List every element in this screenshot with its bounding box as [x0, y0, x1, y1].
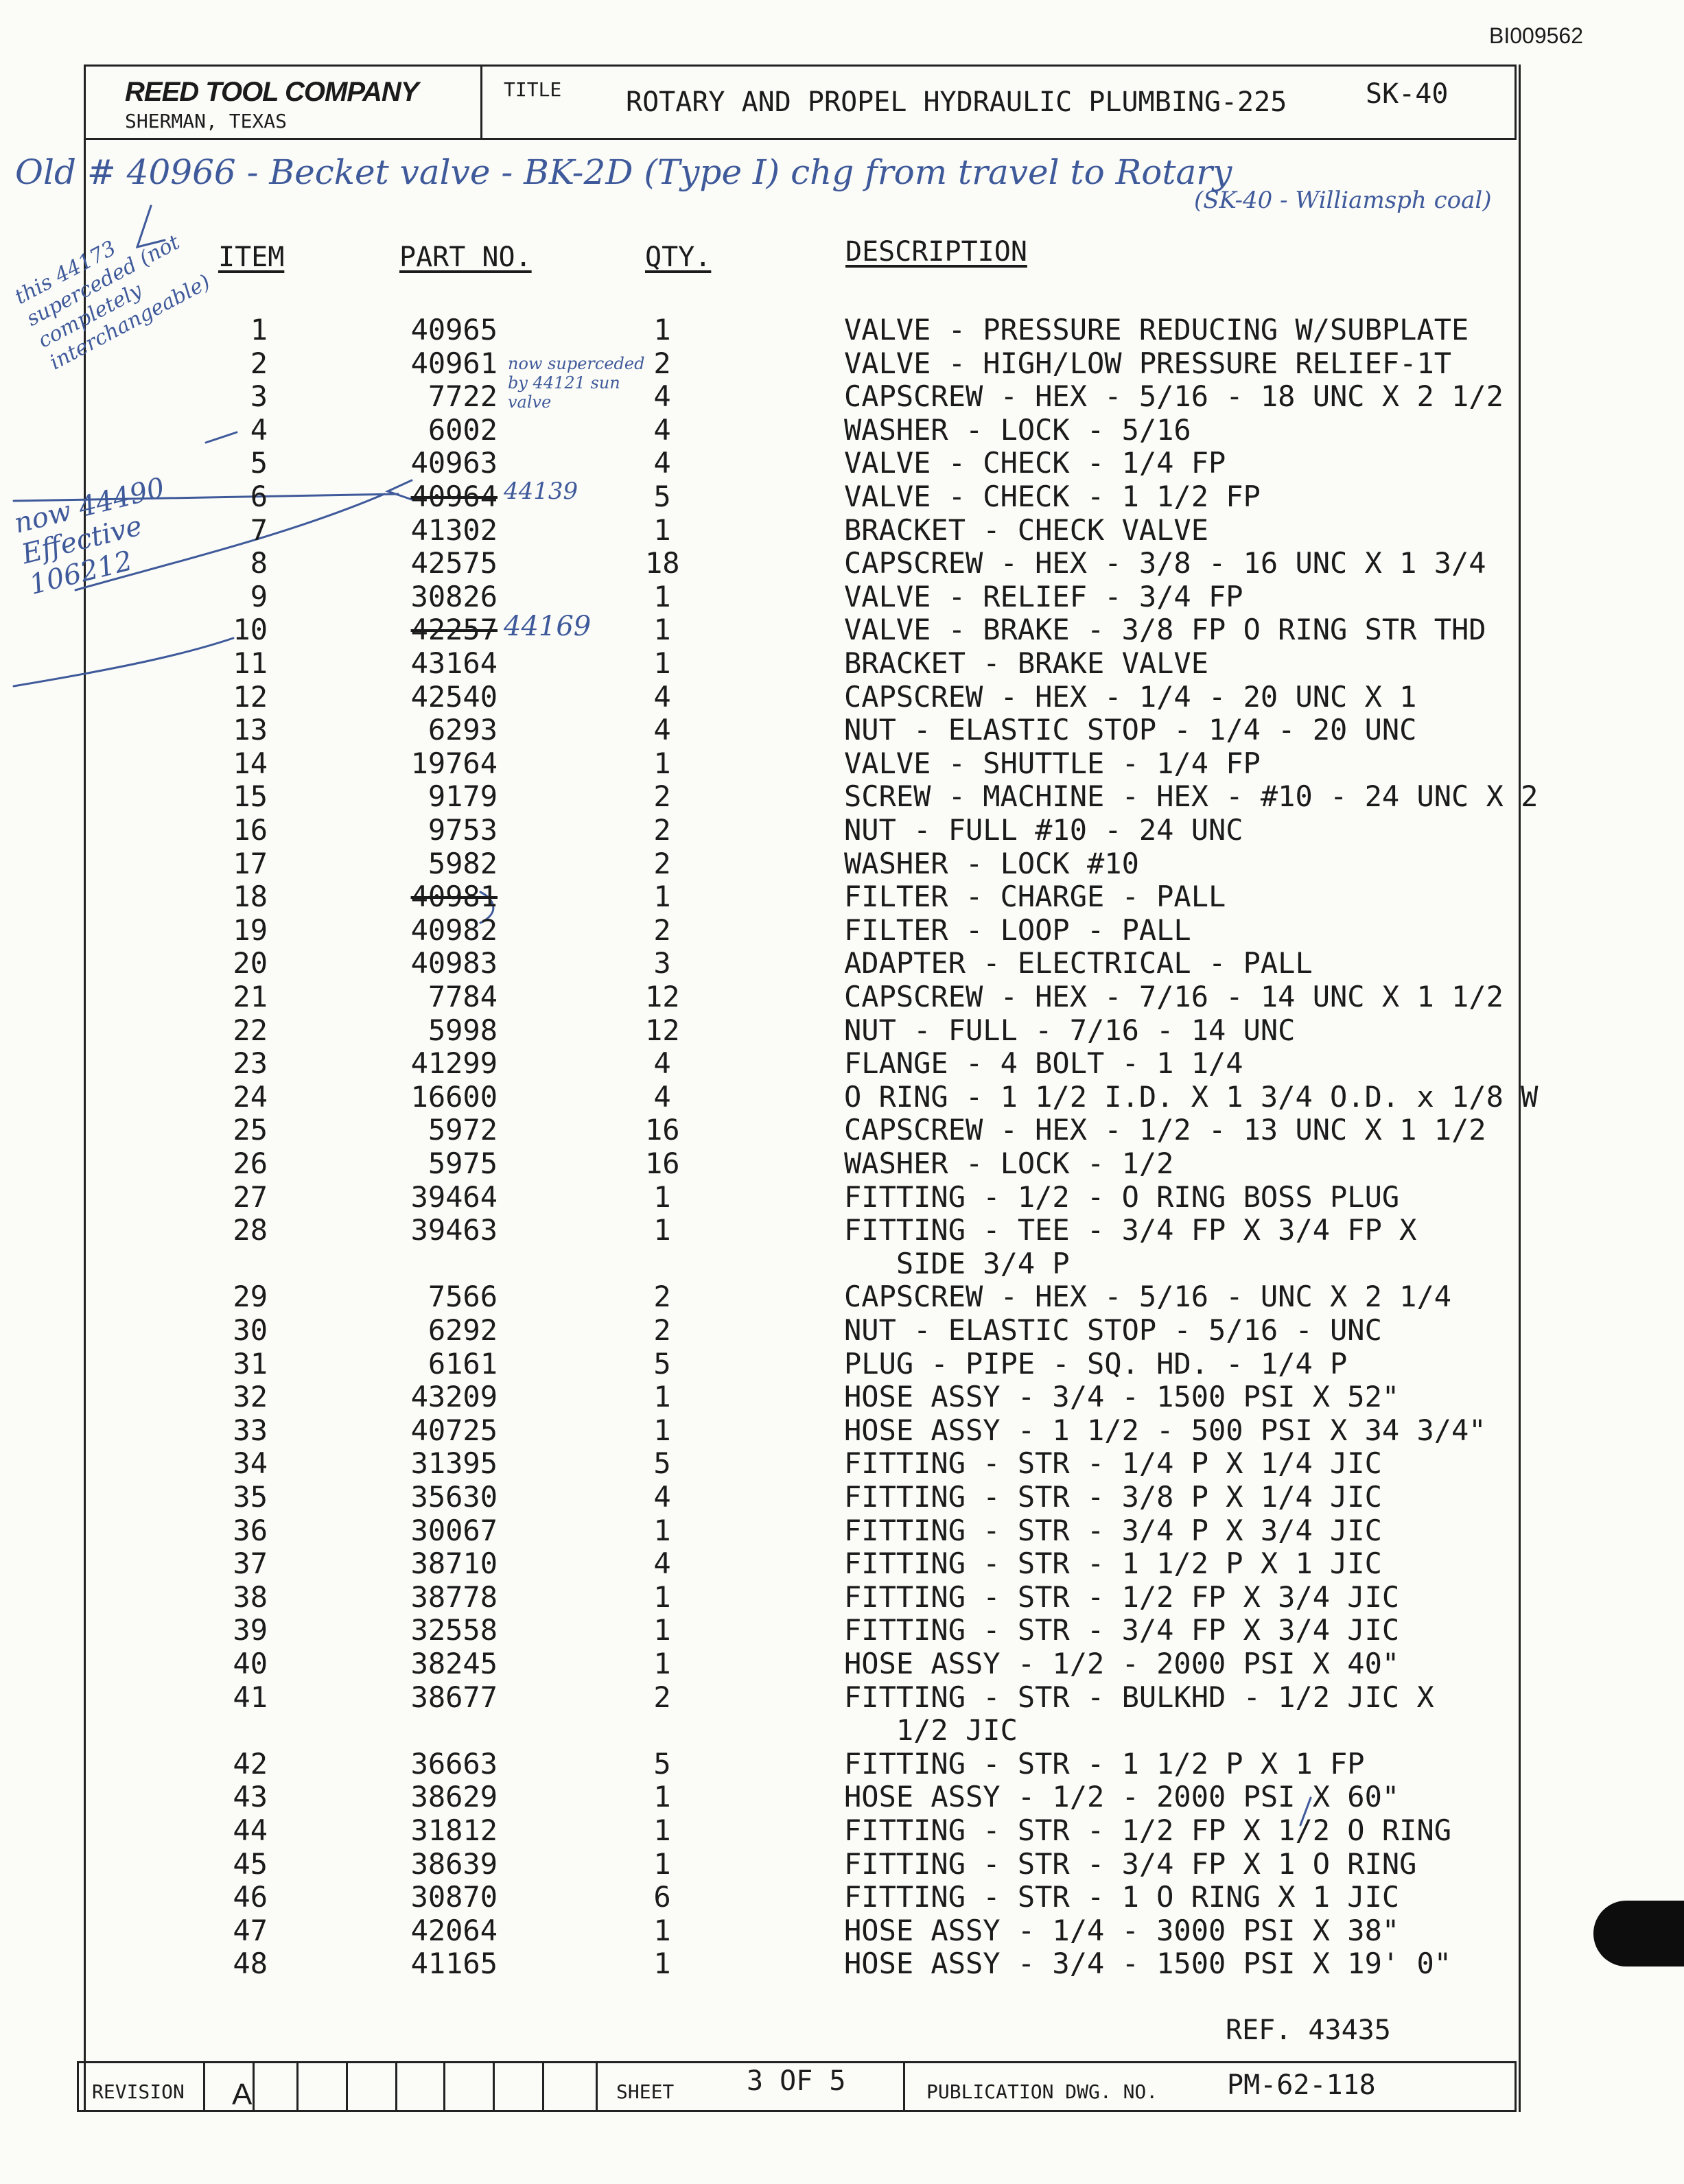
table-row	[0, 347, 1684, 379]
item-number: 19	[233, 913, 268, 947]
company-name: REED TOOL COMPANY	[125, 77, 419, 107]
column-header-part-no: PART NO.	[399, 242, 532, 273]
table-row	[0, 546, 1684, 579]
part-number: 41299	[410, 1046, 498, 1081]
description: BRACKET - BRAKE VALVE	[844, 646, 1209, 680]
table-row	[0, 413, 1684, 446]
quantity: 2	[653, 1680, 671, 1714]
item-number: 10	[233, 613, 268, 647]
quantity: 4	[653, 1480, 671, 1514]
item-number: 26	[233, 1147, 268, 1180]
quantity: 2	[653, 813, 671, 847]
table-row	[0, 1046, 1684, 1079]
item-number: 9	[250, 579, 268, 613]
item-number: 31	[233, 1346, 268, 1381]
item-number: 48	[233, 1947, 268, 1981]
quantity: 12	[645, 1013, 680, 1047]
quantity: 2	[653, 846, 671, 880]
quantity: 1	[653, 1380, 671, 1414]
description: FITTING - STR - 1/4 P X 1/4 JIC	[844, 1446, 1382, 1481]
item-number: 4	[250, 412, 268, 447]
item-number: 5	[250, 446, 268, 480]
publication-cell-divider	[903, 2061, 905, 2112]
description: O RING - 1 1/2 I.D. X 1 3/4 O.D. x 1/8 W	[844, 1079, 1539, 1114]
revision-label: REVISION	[92, 2080, 185, 2103]
handwritten-note-item2: now superceded by 44121 sun valve	[508, 354, 645, 412]
quantity: 1	[653, 313, 671, 347]
handwritten-arrow-1	[137, 206, 165, 247]
description: FITTING - STR - 3/4 FP X 1 O RING	[844, 1846, 1417, 1881]
quantity: 1	[653, 1179, 671, 1214]
item-number: 18	[233, 880, 268, 914]
item-number: 33	[233, 1413, 268, 1447]
quantity: 1	[653, 613, 671, 647]
description: CAPSCREW - HEX - 3/8 - 16 UNC X 1 3/4	[844, 546, 1486, 580]
description: SIDE 3/4 P	[844, 1246, 1070, 1280]
quantity: 18	[645, 546, 680, 580]
item-number: 13	[233, 713, 268, 747]
item-number: 36	[233, 1513, 268, 1547]
item-number: 37	[233, 1547, 268, 1581]
part-number: 42064	[410, 1913, 498, 1947]
description: FITTING - STR - 3/4 P X 3/4 JIC	[844, 1513, 1382, 1547]
part-number: 40983	[410, 946, 498, 981]
part-number: 31395	[410, 1446, 498, 1481]
revision-cell-divider	[443, 2061, 445, 2112]
table-row	[0, 613, 1684, 646]
quantity: 2	[653, 1280, 671, 1314]
item-number: 14	[233, 746, 268, 780]
item-number: 1	[250, 313, 268, 347]
description: VALVE - RELIEF - 3/4 FP	[844, 579, 1243, 613]
revision-value: A	[232, 2078, 253, 2111]
part-number: 41302	[410, 513, 498, 547]
description: VALVE - BRAKE - 3/8 FP O RING STR THD	[844, 613, 1486, 647]
quantity: 1	[653, 880, 671, 914]
description: SCREW - MACHINE - HEX - #10 - 24 UNC X 2	[844, 779, 1539, 814]
table-row	[0, 713, 1684, 746]
description: HOSE ASSY - 3/4 - 1500 PSI X 52"	[844, 1380, 1400, 1414]
table-row	[0, 480, 1684, 513]
item-number: 46	[233, 1880, 268, 1914]
table-row	[0, 1947, 1684, 1980]
table-row	[0, 513, 1684, 546]
description: FITTING - STR - BULKHD - 1/2 JIC X	[844, 1680, 1434, 1714]
company-city: SHERMAN, TEXAS	[125, 110, 288, 132]
item-number: 27	[233, 1179, 268, 1214]
quantity: 5	[653, 480, 671, 513]
part-number: 40965	[410, 313, 498, 347]
quantity: 4	[653, 446, 671, 480]
part-number: 16600	[410, 1079, 498, 1114]
item-number: 35	[233, 1480, 268, 1514]
description: FITTING - STR - 1 1/2 P X 1 FP	[844, 1746, 1365, 1781]
table-row	[0, 1413, 1684, 1446]
revision-cell-divider	[346, 2061, 348, 2112]
part-number: 39464	[410, 1179, 498, 1214]
item-number: 2	[250, 346, 268, 380]
part-number: 5975	[428, 1147, 498, 1180]
part-number: 43164	[410, 646, 498, 680]
description: CAPSCREW - HEX - 7/16 - 14 UNC X 1 1/2	[844, 980, 1504, 1013]
table-row	[0, 779, 1684, 812]
drawing-number: SK-40	[1366, 78, 1449, 110]
part-number: 38629	[410, 1780, 498, 1814]
part-number: 6161	[428, 1346, 498, 1381]
description: VALVE - PRESSURE REDUCING W/SUBPLATE	[844, 313, 1469, 347]
part-number: 38639	[410, 1846, 498, 1881]
table-row	[0, 1747, 1684, 1780]
table-row	[0, 1180, 1684, 1213]
description: FITTING - STR - 3/8 P X 1/4 JIC	[844, 1480, 1382, 1514]
description: NUT - FULL #10 - 24 UNC	[844, 813, 1243, 847]
part-number: 35630	[410, 1480, 498, 1514]
handwritten-note-left-1: this 44173 superceded (not completely interchangeable)	[11, 230, 215, 375]
handwritten-note-top-2: (SK-40 - Williamsph coal)	[1194, 187, 1492, 214]
item-number: 29	[233, 1280, 268, 1314]
item-number: 6	[250, 480, 268, 513]
quantity: 2	[653, 346, 671, 380]
part-number: 7722	[428, 379, 498, 414]
item-number: 22	[233, 1013, 268, 1047]
description: 1/2 JIC	[844, 1713, 1018, 1748]
table-row	[0, 813, 1684, 846]
quantity: 1	[653, 646, 671, 680]
quantity: 1	[653, 746, 671, 780]
table-row	[0, 880, 1684, 913]
description: CAPSCREW - HEX - 5/16 - UNC X 2 1/4	[844, 1280, 1452, 1314]
table-row	[0, 379, 1684, 412]
table-row	[0, 1580, 1684, 1613]
quantity: 1	[653, 1813, 671, 1847]
part-number: 31812	[410, 1813, 498, 1847]
part-number: 6002	[428, 412, 498, 447]
item-number: 17	[233, 846, 268, 880]
part-number: 30870	[410, 1880, 498, 1914]
item-number: 43	[233, 1780, 268, 1814]
table-row	[0, 1080, 1684, 1113]
description: FITTING - STR - 1 O RING X 1 JIC	[844, 1880, 1400, 1914]
quantity: 1	[653, 1613, 671, 1647]
item-number: 47	[233, 1913, 268, 1947]
quantity: 1	[653, 1780, 671, 1814]
item-number: 32	[233, 1380, 268, 1414]
quantity: 4	[653, 713, 671, 747]
handwritten-note-left-2: now 44490 Effective 106212	[11, 471, 168, 601]
part-number: 32558	[410, 1613, 498, 1647]
description: VALVE - CHECK - 1/4 FP	[844, 446, 1226, 480]
table-row	[0, 1380, 1684, 1413]
description: HOSE ASSY - 1/2 - 2000 PSI X 40"	[844, 1647, 1400, 1680]
quantity: 1	[653, 1513, 671, 1547]
revision-cell-divider	[493, 2061, 495, 2112]
description: CAPSCREW - HEX - 1/4 - 20 UNC X 1	[844, 679, 1417, 714]
description: HOSE ASSY - 1/2 - 2000 PSI X 60"	[844, 1780, 1400, 1814]
table-row	[0, 646, 1684, 679]
table-row	[0, 913, 1684, 946]
part-number: 40981	[410, 880, 498, 914]
part-number: 40725	[410, 1413, 498, 1447]
item-number: 28	[233, 1213, 268, 1247]
description: BRACKET - CHECK VALVE	[844, 513, 1209, 547]
table-row	[0, 1514, 1684, 1547]
table-row	[0, 1613, 1684, 1646]
description: WASHER - LOCK - 5/16	[844, 412, 1191, 447]
document-id: BI009562	[1489, 23, 1584, 48]
quantity: 1	[653, 1647, 671, 1680]
description: FITTING - STR - 1/2 FP X 1/2 O RING	[844, 1813, 1452, 1847]
description: VALVE - SHUTTLE - 1/4 FP	[844, 746, 1261, 780]
table-row	[0, 980, 1684, 1013]
quantity: 2	[653, 779, 671, 814]
revision-cell-divider	[542, 2061, 544, 2112]
table-row	[0, 1780, 1684, 1813]
item-number: 21	[233, 980, 268, 1013]
quantity: 1	[653, 1413, 671, 1447]
item-number: 20	[233, 946, 268, 981]
part-number: 5998	[428, 1013, 498, 1047]
item-number: 15	[233, 779, 268, 814]
part-number: 40982	[410, 913, 498, 947]
table-row	[0, 680, 1684, 713]
description: VALVE - CHECK - 1 1/2 FP	[844, 480, 1261, 513]
quantity: 12	[645, 980, 680, 1013]
item-number: 12	[233, 679, 268, 714]
publication-label: PUBLICATION DWG. NO.	[926, 2080, 1158, 2103]
part-number: 5972	[428, 1113, 498, 1147]
item-number: 24	[233, 1079, 268, 1114]
part-number: 36663	[410, 1746, 498, 1781]
table-row-continuation	[0, 1247, 1684, 1280]
description: FILTER - CHARGE - PALL	[844, 880, 1226, 914]
part-number: 7566	[428, 1280, 498, 1314]
quantity: 4	[653, 379, 671, 414]
part-number: 7784	[428, 980, 498, 1013]
part-number: 6292	[428, 1313, 498, 1347]
handwritten-note-item6: 44139	[504, 478, 578, 505]
part-number: 9179	[428, 779, 498, 814]
revision-cell-divider	[203, 2061, 205, 2112]
part-number: 42257	[410, 613, 498, 647]
quantity: 5	[653, 1346, 671, 1381]
item-number: 23	[233, 1046, 268, 1081]
part-number: 9753	[428, 813, 498, 847]
table-row	[0, 847, 1684, 880]
item-number: 7	[250, 513, 268, 547]
quantity: 4	[653, 412, 671, 447]
description: NUT - ELASTIC STOP - 1/4 - 20 UNC	[844, 713, 1417, 747]
description: CAPSCREW - HEX - 1/2 - 13 UNC X 1 1/2	[844, 1113, 1486, 1147]
part-number: 39463	[410, 1213, 498, 1247]
table-row	[0, 1480, 1684, 1513]
item-number: 8	[250, 546, 268, 580]
table-row	[0, 1347, 1684, 1380]
item-number: 40	[233, 1647, 268, 1680]
description: HOSE ASSY - 1 1/2 - 500 PSI X 34 3/4"	[844, 1413, 1486, 1447]
quantity: 1	[653, 1213, 671, 1247]
part-number: 38677	[410, 1680, 498, 1714]
item-number: 34	[233, 1446, 268, 1481]
part-number: 42575	[410, 546, 498, 580]
description: FLANGE - 4 BOLT - 1 1/4	[844, 1046, 1243, 1081]
part-number: 38778	[410, 1580, 498, 1614]
table-row	[0, 1313, 1684, 1346]
table-row	[0, 1880, 1684, 1913]
revision-cell-divider	[253, 2061, 255, 2112]
item-number: 38	[233, 1580, 268, 1614]
title-label: TITLE	[504, 78, 562, 101]
item-number: 3	[250, 379, 268, 414]
part-number: 40961	[410, 346, 498, 380]
quantity: 1	[653, 513, 671, 547]
table-row	[0, 1813, 1684, 1846]
description: NUT - ELASTIC STOP - 5/16 - UNC	[844, 1313, 1382, 1347]
part-number: 19764	[410, 746, 498, 780]
item-number: 42	[233, 1746, 268, 1781]
revision-cell-divider	[596, 2061, 598, 2112]
quantity: 6	[653, 1880, 671, 1914]
description: FITTING - STR - 3/4 FP X 3/4 JIC	[844, 1613, 1400, 1647]
sheet-value: 3 OF 5	[747, 2065, 846, 2097]
column-header-item: ITEM	[218, 242, 285, 273]
item-number: 39	[233, 1613, 268, 1647]
quantity: 16	[645, 1113, 680, 1147]
table-row	[0, 446, 1684, 479]
table-row	[0, 313, 1684, 346]
quantity: 4	[653, 1079, 671, 1114]
item-number: 11	[233, 646, 268, 680]
part-number: 42540	[410, 679, 498, 714]
table-row	[0, 1914, 1684, 1947]
column-header-description: DESCRIPTION	[845, 236, 1027, 268]
reference-number: REF. 43435	[1226, 2015, 1391, 2046]
part-number: 40963	[410, 446, 498, 480]
description: WASHER - LOCK - 1/2	[844, 1147, 1174, 1180]
item-number: 45	[233, 1846, 268, 1881]
table-row	[0, 1013, 1684, 1046]
quantity: 1	[653, 1947, 671, 1981]
description: WASHER - LOCK #10	[844, 846, 1139, 880]
quantity: 5	[653, 1746, 671, 1781]
part-number: 30067	[410, 1513, 498, 1547]
quantity: 4	[653, 1046, 671, 1081]
description: HOSE ASSY - 1/4 - 3000 PSI X 38"	[844, 1913, 1400, 1947]
publication-value: PM-62-118	[1227, 2069, 1376, 2101]
description: FILTER - LOOP - PALL	[844, 913, 1191, 947]
table-row	[0, 580, 1684, 613]
quantity: 1	[653, 1580, 671, 1614]
quantity: 16	[645, 1147, 680, 1180]
part-number: 38245	[410, 1647, 498, 1680]
quantity: 2	[653, 913, 671, 947]
quantity: 1	[653, 1846, 671, 1881]
table-row-continuation	[0, 1713, 1684, 1746]
handwritten-note-item10: 44169	[504, 611, 592, 642]
scan-punch-hole	[1593, 1901, 1684, 1966]
sheet-label: SHEET	[616, 2080, 675, 2103]
table-row	[0, 1680, 1684, 1713]
item-number: 44	[233, 1813, 268, 1847]
item-number: 25	[233, 1113, 268, 1147]
table-row	[0, 747, 1684, 779]
part-number: 30826	[410, 579, 498, 613]
column-header-qty: QTY.	[645, 242, 712, 273]
item-number: 30	[233, 1313, 268, 1347]
description: FITTING - 1/2 - O RING BOSS PLUG	[844, 1179, 1400, 1214]
table-row	[0, 1547, 1684, 1580]
table-row	[0, 1446, 1684, 1479]
quantity: 1	[653, 1913, 671, 1947]
document-title: ROTARY AND PROPEL HYDRAULIC PLUMBING-225	[626, 86, 1287, 118]
quantity: 4	[653, 1547, 671, 1581]
revision-cell-divider	[395, 2061, 397, 2112]
part-number: 38710	[410, 1547, 498, 1581]
part-number: 40964	[410, 480, 498, 513]
item-number: 41	[233, 1680, 268, 1714]
part-number: 41165	[410, 1947, 498, 1981]
table-row	[0, 946, 1684, 979]
description: VALVE - HIGH/LOW PRESSURE RELIEF-1T	[844, 346, 1452, 380]
part-number: 5982	[428, 846, 498, 880]
handwritten-note-top: Old # 40966 - Becket valve - BK-2D (Type I) chg from travel to Rotary	[15, 152, 1232, 192]
description: FITTING - TEE - 3/4 FP X 3/4 FP X	[844, 1213, 1417, 1247]
part-number: 43209	[410, 1380, 498, 1414]
quantity: 1	[653, 579, 671, 613]
revision-cell-divider	[296, 2061, 299, 2112]
description: FITTING - STR - 1 1/2 P X 1 JIC	[844, 1547, 1382, 1581]
table-row	[0, 1113, 1684, 1146]
table-row	[0, 1147, 1684, 1179]
table-row	[0, 1647, 1684, 1680]
description: ADAPTER - ELECTRICAL - PALL	[844, 946, 1313, 981]
table-row	[0, 1280, 1684, 1313]
part-number: 6293	[428, 713, 498, 747]
description: PLUG - PIPE - SQ. HD. - 1/4 P	[844, 1346, 1348, 1381]
quantity: 3	[653, 946, 671, 981]
table-row	[0, 1213, 1684, 1246]
quantity: 2	[653, 1313, 671, 1347]
quantity: 4	[653, 679, 671, 714]
description: FITTING - STR - 1/2 FP X 3/4 JIC	[844, 1580, 1400, 1614]
table-row	[0, 1847, 1684, 1880]
description: CAPSCREW - HEX - 5/16 - 18 UNC X 2 1/2	[844, 379, 1504, 414]
item-number: 16	[233, 813, 268, 847]
description: HOSE ASSY - 3/4 - 1500 PSI X 19' 0"	[844, 1947, 1452, 1981]
description: NUT - FULL - 7/16 - 14 UNC	[844, 1013, 1296, 1047]
quantity: 5	[653, 1446, 671, 1481]
